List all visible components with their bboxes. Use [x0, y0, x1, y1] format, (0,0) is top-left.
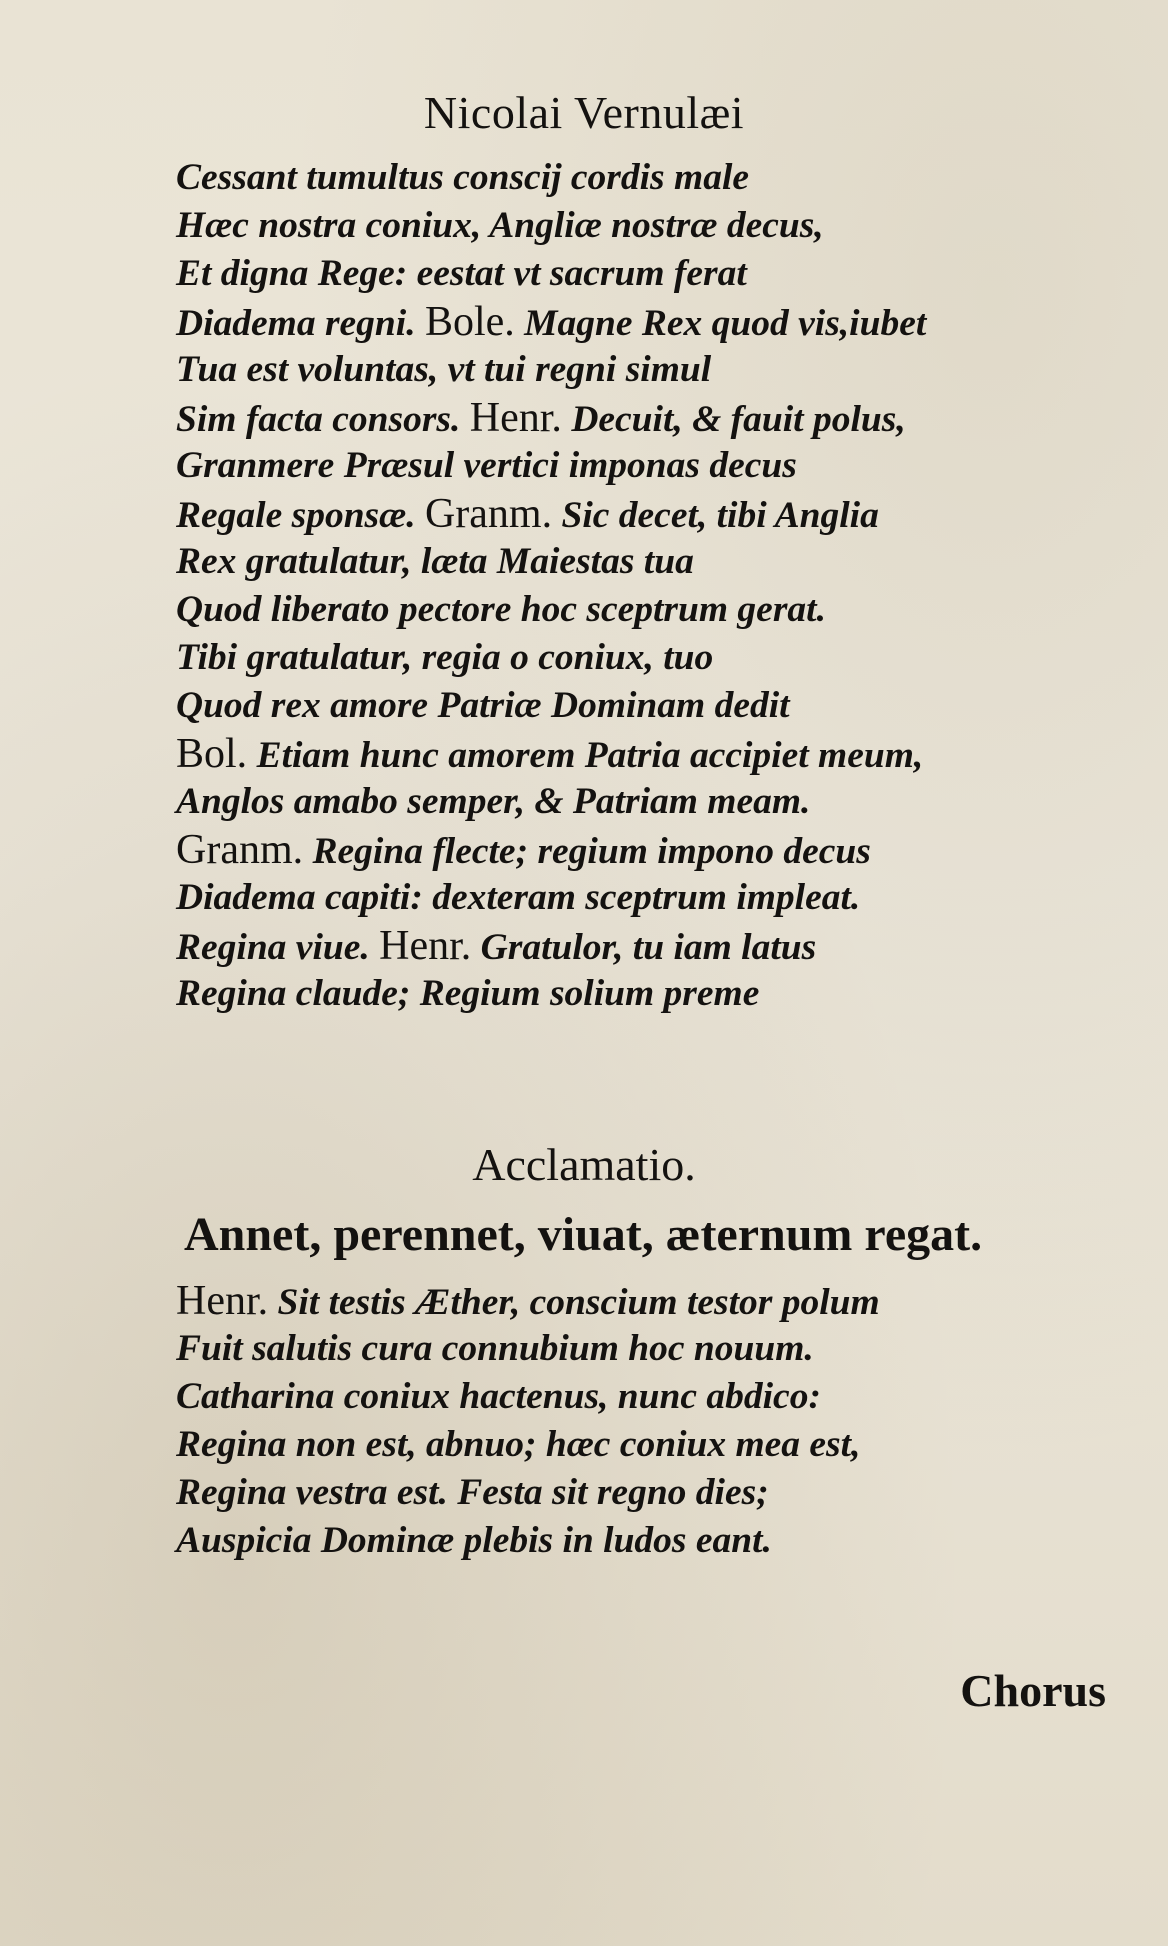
- speaker-name: Henr.: [379, 923, 472, 969]
- catchword: Chorus: [960, 1665, 1106, 1716]
- verse-text: Etiam hunc amorem Patria accipiet meum,: [256, 735, 924, 776]
- acclamation-line: Annet, perennet, viuat, æternum regat.: [184, 1208, 983, 1261]
- verse-line: [176, 1325, 1096, 1373]
- verse-text: Diadema capiti: dexteram sceptrum impleat.: [176, 877, 861, 918]
- verse-text: Auspicia Dominæ plebis in ludos eant.: [176, 1520, 772, 1561]
- verse-text: Anglos amabo semper, & Patriam meam.: [176, 781, 811, 822]
- verse-line: [176, 490, 1096, 538]
- verse-line: [176, 826, 1096, 874]
- speaker-name: Bole.: [424, 299, 515, 345]
- verse-block-1: [176, 154, 1096, 1018]
- verse-line: [176, 346, 1096, 394]
- verse-text: Tua est voluntas, vt tui regni simul: [176, 349, 712, 390]
- verse-text: Decuit, & fauit polus,: [571, 399, 906, 440]
- section-heading: Acclamatio.: [472, 1139, 696, 1190]
- verse-text: Quod liberato pectore hoc sceptrum gerat.: [176, 589, 826, 630]
- verse-text: Sic decet, tibi Anglia: [561, 495, 879, 536]
- verse-text: Fuit salutis cura connubium hoc nouum.: [176, 1328, 814, 1369]
- running-head: Nicolai Vernulæi: [423, 87, 745, 138]
- verse-text: Magne Rex quod vis,iubet: [524, 303, 927, 344]
- verse-line: [176, 154, 1096, 202]
- verse-text: Regina non est, abnuo; hæc coniux mea est,: [176, 1424, 861, 1465]
- verse-line: [176, 682, 1096, 730]
- verse-line: [176, 970, 1096, 1018]
- verse-line: [176, 202, 1096, 250]
- verse-line: [176, 922, 1096, 970]
- verse-line: [176, 1517, 1096, 1565]
- verse-line: [176, 634, 1096, 682]
- verse-text: Quod rex amore Patriæ Dominam dedit: [176, 685, 790, 726]
- verse-text: Gratulor, tu iam latus: [480, 927, 817, 968]
- verse-line: [176, 1421, 1096, 1469]
- verse-text: Granmere Præsul vertici imponas decus: [176, 445, 797, 486]
- verse-line: [176, 586, 1096, 634]
- verse-line: [176, 874, 1096, 922]
- verse-text: Hæc nostra coniux, Angliæ nostræ decus,: [176, 205, 824, 246]
- speaker-name: Henr.: [469, 395, 562, 441]
- verse-text: Sim facta consors.: [176, 399, 461, 440]
- verse-line: [176, 442, 1096, 490]
- verse-text: Sit testis Æther, conscium testor polum: [277, 1282, 880, 1323]
- verse-line: [176, 394, 1096, 442]
- verse-line: [176, 1277, 1096, 1325]
- verse-line: [176, 730, 1096, 778]
- verse-line: [176, 298, 1096, 346]
- verse-text: Regina flecte; regium impono decus: [312, 831, 871, 872]
- verse-line: [176, 250, 1096, 298]
- verse-text: Rex gratulatur, læta Maiestas tua: [176, 541, 694, 582]
- verse-line: [176, 1373, 1096, 1421]
- verse-text: Regale sponsæ.: [176, 495, 416, 536]
- verse-text: Tibi gratulatur, regia o coniux, tuo: [176, 637, 714, 678]
- verse-text: Regina claude; Regium solium preme: [176, 973, 760, 1014]
- speaker-name: Bol.: [176, 731, 248, 777]
- speaker-name: Granm.: [176, 827, 304, 873]
- verse-line: [176, 1469, 1096, 1517]
- verse-text: Regina viue.: [176, 927, 370, 968]
- verse-block-2: [176, 1277, 1096, 1565]
- speaker-name: Granm.: [424, 491, 553, 537]
- verse-text: Diadema regni.: [176, 303, 416, 344]
- verse-line: [176, 778, 1096, 826]
- verse-text: Catharina coniux hactenus, nunc abdico:: [176, 1376, 821, 1417]
- verse-text: Cessant tumultus conscij cordis male: [176, 157, 750, 198]
- verse-text: Et digna Rege: eestat vt sacrum ferat: [176, 253, 747, 294]
- speaker-name: Henr.: [176, 1278, 269, 1324]
- verse-text: Regina vestra est. Festa sit regno dies;: [176, 1472, 769, 1513]
- verse-line: [176, 538, 1096, 586]
